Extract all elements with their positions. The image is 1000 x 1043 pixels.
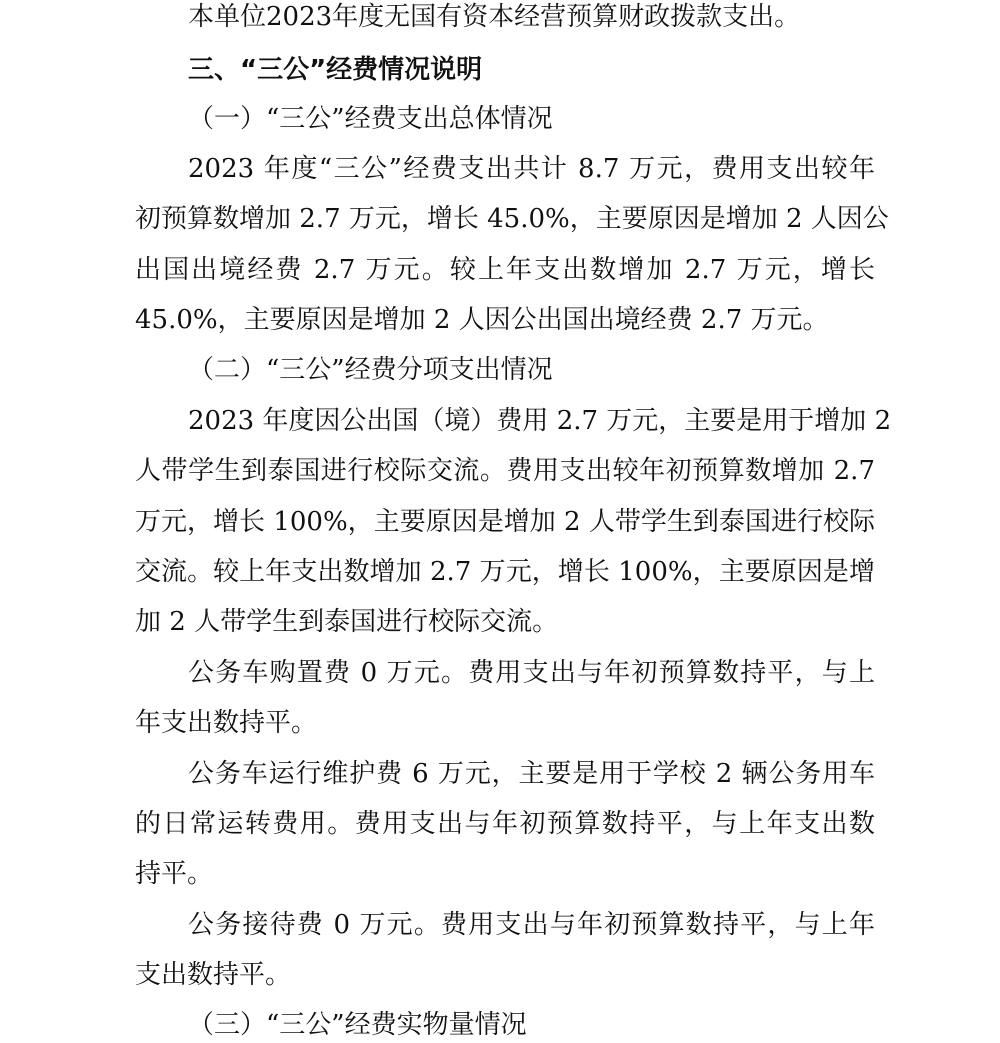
paragraph-line: 公务车运行维护费 6 万元，主要是用于学校 2 辆公务用车 [188,759,875,789]
paragraph-line: 年支出数持平。 [135,708,318,738]
paragraph-line: 2023 年度“三公”经费支出共计 8.7 万元，费用支出较年 [188,154,875,184]
paragraph-line: 2023 年度因公出国（境）费用 2.7 万元，主要是用于增加 2 [188,406,892,436]
paragraph-line: 交流。较上年支出数增加 2.7 万元，增长 100%，主要原因是增 [135,557,875,587]
paragraph-line: 万元，增长 100%，主要原因是增加 2 人带学生到泰国进行校际 [135,507,875,537]
paragraph-line: 出国出境经费 2.7 万元。较上年支出数增加 2.7 万元，增长 [135,255,875,285]
section-heading: 三、“三公”经费情况说明 [188,55,483,85]
subsection-heading: （二）“三公”经费分项支出情况 [188,355,553,385]
paragraph-line: 45.0%，主要原因是增加 2 人因公出国出境经费 2.7 万元。 [135,305,829,335]
paragraph-line: 支出数持平。 [135,960,292,990]
paragraph-line: 公务车购置费 0 万元。费用支出与年初预算数持平，与上 [188,658,875,688]
paragraph-line: 的日常运转费用。费用支出与年初预算数持平，与上年支出数 [135,809,875,839]
paragraph-line: 持平。 [135,859,214,889]
paragraph-line: 加 2 人带学生到泰国进行校际交流。 [135,607,559,637]
paragraph-line: 本单位2023年度无国有资本经营预算财政拨款支出。 [188,2,801,32]
subsection-heading: （三）“三公”经费实物量情况 [188,1010,527,1040]
paragraph-line: 人带学生到泰国进行校际交流。费用支出较年初预算数增加 2.7 [135,456,875,486]
paragraph-line: 初预算数增加 2.7 万元，增长 45.0%，主要原因是增加 2 人因公 [135,204,889,234]
paragraph-line: 公务接待费 0 万元。费用支出与年初预算数持平，与上年 [188,910,875,940]
subsection-heading: （一）“三公”经费支出总体情况 [188,104,553,134]
